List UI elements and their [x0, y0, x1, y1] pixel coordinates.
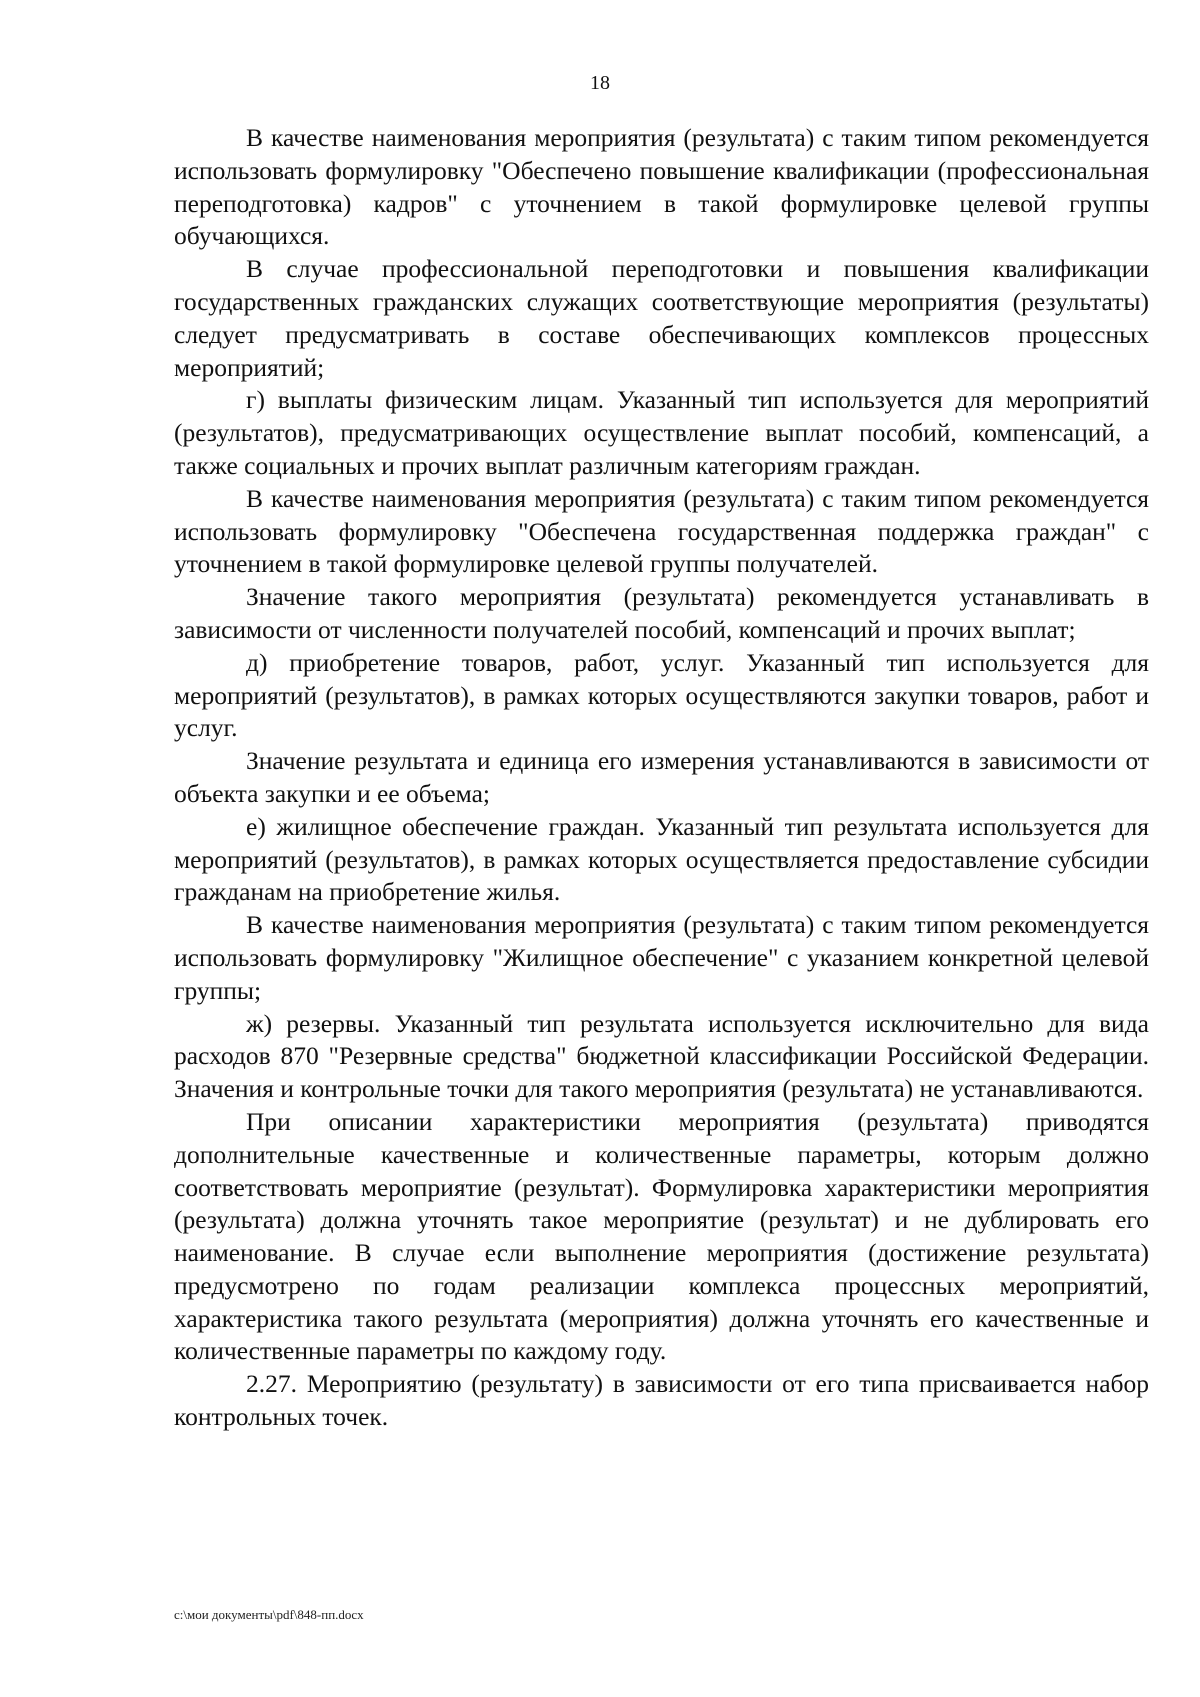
paragraph: В качестве наименования мероприятия (результата) с таким типом рекомендуется использовать формулировку "Жилищное обеспечение" с указанием конкретной целевой группы; — [174, 910, 1149, 1005]
paragraph: д) приобретение товаров, работ, услуг. Указанный тип используется для мероприятий (результатов), в рамках которых осуществляются закупки товаров, работ и услуг. — [174, 647, 1149, 743]
paragraph: В качестве наименования мероприятия (результата) с таким типом рекомендуется использовать формулировку "Обеспечена государственная поддержка граждан" с уточнением в такой формулировке целевой группы получателей. — [174, 483, 1149, 579]
paragraph: При описании характеристики мероприятия (результата) приводятся дополнительные качественные и количественные параметры, которым должно соответствовать мероприятие (результат). Формулировка характеристики мероприятия (результата) должна уточнять такое мероприятие (результат) и не дублировать его наименование. В случае если выполнение мероприятия (достижение результата) предусмотрено по годам реализации комплекса процессных мероприятий, характеристика такого результата (мероприятия) должна уточнять его качественные и количественные параметры по каждому году. — [174, 1106, 1149, 1366]
paragraph: Значение такого мероприятия (результата) рекомендуется устанавливать в зависимости от численности получателей пособий, компенсаций и прочих выплат; — [174, 582, 1149, 644]
paragraph: ж) резервы. Указанный тип результата используется исключительно для вида расходов 870 "Резервные средства" бюджетной классификации Российской Федерации. Значения и контрольные точки для такого мероприятия (результата) не устанавливаются. — [174, 1008, 1149, 1104]
paragraph: е) жилищное обеспечение граждан. Указанный тип результата используется для мероприятий (результатов), в рамках которых осуществляется предоставление субсидии гражданам на приобретение жилья. — [174, 811, 1149, 907]
file-path-footer: c:\мои документы\pdf\848-пп.docx — [174, 1607, 364, 1622]
page-number: 18 — [590, 72, 610, 94]
paragraph: Значение результата и единица его измерения устанавливаются в зависимости от объекта закупки и ее объема; — [174, 746, 1149, 808]
paragraph: В качестве наименования мероприятия (результата) с таким типом рекомендуется использовать формулировку "Обеспечено повышение квалификации (профессиональная переподготовка) кадров" с уточнением в такой формулировке целевой группы обучающихся. — [174, 123, 1149, 251]
paragraph: В случае профессиональной переподготовки и повышения квалификации государственных гражданских служащих соответствующие мероприятия (результаты) следует предусматривать в составе обеспечивающих комплексов процессных мероприятий; — [174, 254, 1149, 382]
paragraph: г) выплаты физическим лицам. Указанный тип используется для мероприятий (результатов), предусматривающих осуществление выплат пособий, компенсаций, а также социальных и прочих выплат различным категориям граждан. — [174, 385, 1149, 480]
paragraph: 2.27. Мероприятию (результату) в зависимости от его типа присваивается набор контрольных точек. — [174, 1369, 1149, 1432]
document-body — [174, 122, 1149, 1434]
